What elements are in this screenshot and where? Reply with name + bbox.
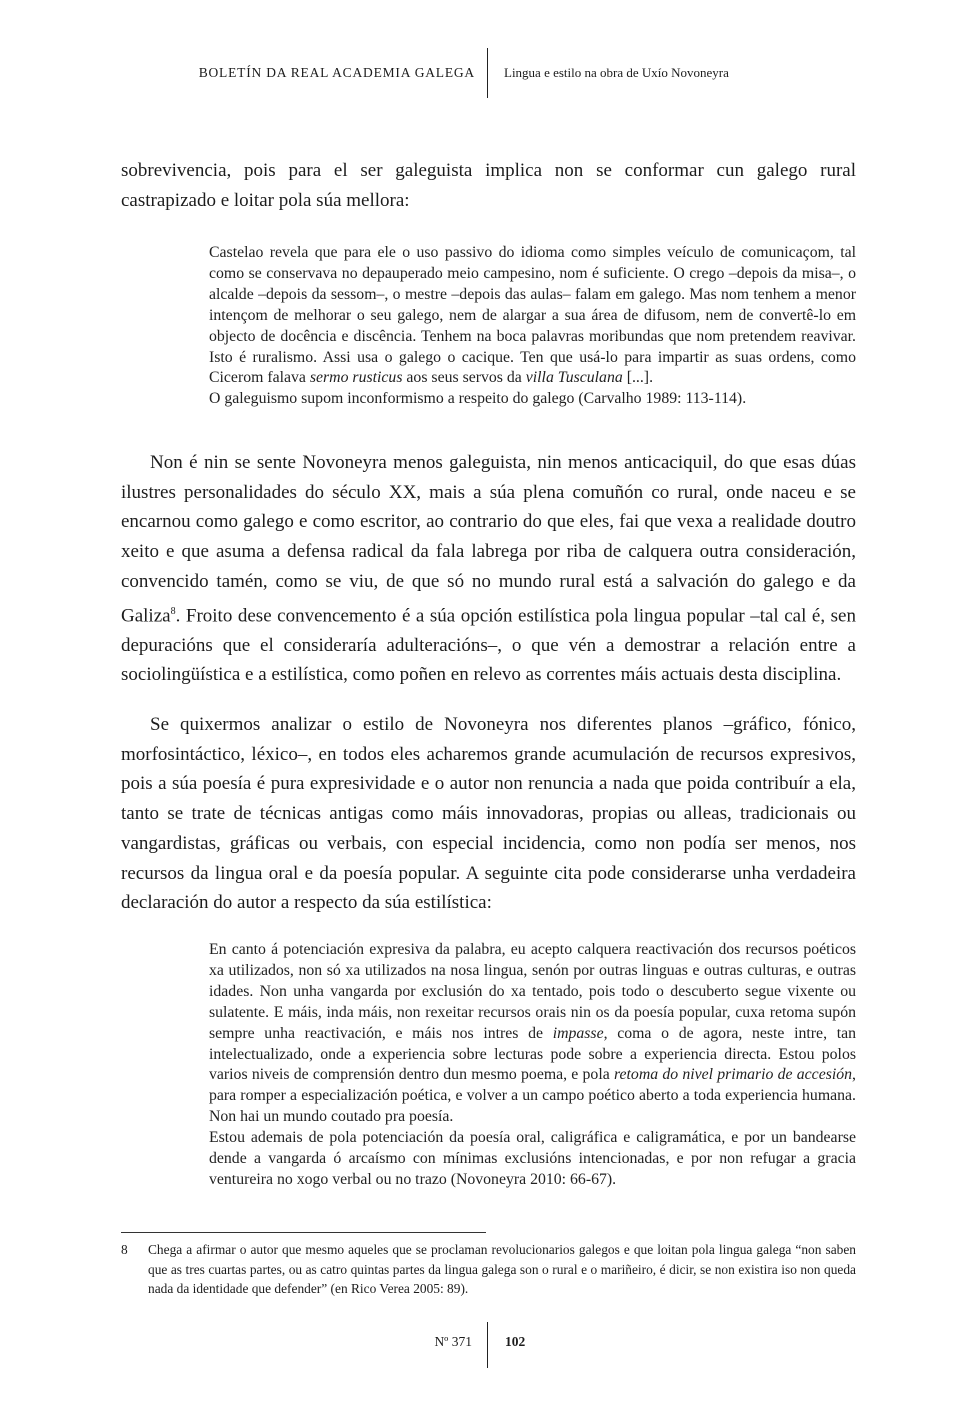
quote-paragraph: Estou ademais de pola potenciación da poesía oral, caligráfica e caligramática, e por un bandearse dende a vangarda ó arcaísmo con mínimas exclusións intencionadas, e por non refugar a gracia ventureira no xogo verbal ou no trazo (Novoneyra 2010: 66-67). (209, 1129, 856, 1188)
issue-number: Nº 371 (434, 1334, 472, 1349)
paragraph: Se quixermos analizar o estilo de Novoneyra nos diferentes planos –gráfico, fónico, morfosintáctico, léxico–, en todos eles acharemos grande acumulación de recursos expresivos, pois a súa poesía é pura expresividade e o autor non renuncia a nada que poida contribuír a ela, tanto se trate de técnicas antigas como máis innovadoras, propias ou alleas, tradicionais ou vangardistas, gráficas ou verbais, con especial incidencia, como non podía ser menos, nos recursos da lingua oral e da poesía popular. A seguinte cita pode considerarse unha verdadeira declaración do autor a respecto da súa estilística: (121, 714, 856, 914)
block-quote (209, 243, 856, 410)
paragraph: Non é nin se sente Novoneyra menos galeguista, nin menos anticaciquil, do que esas dúas ilustres personalidades do século XX, mais a súa plena comuñón co rural, onde naceu e se encarnou como galego e como escritor, ao contrario do que eles, fai que vexa a realidade doutro xeito e que asuma a defensa radical da fala labrega por riba de calquera outra consideración, convencido tamén, como se viu, de que só no mundo rural está a salvación do galego e da Galiza$^8$. Froito dese convencemento é a súa opción estilística pola lingua popular –tal cal é, sen depuracións que el consideraría adulteracións–, o que vén a demostrar a relación entre a sociolingüística e a estilística, como poñen en relevo as correntes máis actuais desta disciplina. (121, 452, 856, 686)
article-title: Lingua e estilo na obra de Uxío Novoneyra (504, 65, 729, 80)
page-number: 102 (505, 1334, 526, 1349)
journal-title: BOLETÍN DA REAL ACADEMIA GALEGA (198, 65, 475, 80)
footnote-text: Chega a afirmar o autor que mesmo aqueles que se proclaman revolucionarios galegos e que loitan pola lingua galega “non saben que as tres cuartas partes, ou as catro quintas partes da lingua galega son o rural e o mariñeiro, é dicir, se non existira iso non queda nada da identidade que defender” (en Rico Verea 2005: 89). (148, 1242, 856, 1296)
running-header (0, 48, 975, 98)
block-quote (209, 940, 856, 1191)
footer-divider (487, 1322, 488, 1368)
quote-paragraph: En canto á potenciación expresiva da palabra, eu acepto calquera reactivación dos recursos poéticos xa utilizados, non só xa utilizados na nosa lingua, senón por outras linguas e outras culturas, e outras idades. Non unha vangarda por exclusión do xa tentado, pois todo o descuberto segue vixente ou sulatente. E máis, inda máis, non rexeitar recursos orais nin os da poesía popular, cuxa retoma supón sempre unha reactivación, e máis nos intres de impasse, coma o de agora, neste intre, tan intelectualizado, onde a experiencia sobre lecturas pode sobre a experiencia directa. Estou polos varios niveis de comprensión dentro dun mesmo poema, e pola retoma do nivel primario de accesión, para romper a especialización poética, e volver a un campo poético aberto a toda experiencia humana. Non hai un mundo coutado pra poesía. (209, 941, 856, 1126)
quote-paragraph: Castelao revela que para ele o uso passivo do idioma como simples veículo de comunicaçom, tal como se conservava no depauperado meio campesino, nom é suficiente. O crego –depois da misa–, o alcalde –depois da sessom–, o mestre –depois das aulas– falam em galego. Mas nom tenhem a menor intençom de melhorar o seu galego, nem de alargar a sua área de difusom, nem de convertê-lo em objecto de docência e discência. Tenhem na boca palavras moribundas que nom pretendem reavivar. Isto é ruralismo. Assi usa o galego o cacique. Ten que usá-lo para impartir as suas ordens, como Cicerom falava sermo rusticus aos seus servos da villa Tusculana [...]. (209, 244, 856, 387)
footnote-ref[interactable]: 8 (170, 605, 176, 617)
page-footer (0, 1322, 975, 1368)
footnote (121, 1240, 856, 1299)
footnote-rule (121, 1232, 486, 1233)
footnote-number: 8 (121, 1242, 128, 1257)
quote-paragraph: O galeguismo supom inconformismo a respeito do galego (Carvalho 1989: 113-114). (209, 390, 747, 408)
header-divider (487, 48, 488, 98)
paragraph: sobrevivencia, pois para el ser galeguista implica non se conformar cun galego rural castrapizado e loitar pola súa mellora: (121, 160, 856, 211)
